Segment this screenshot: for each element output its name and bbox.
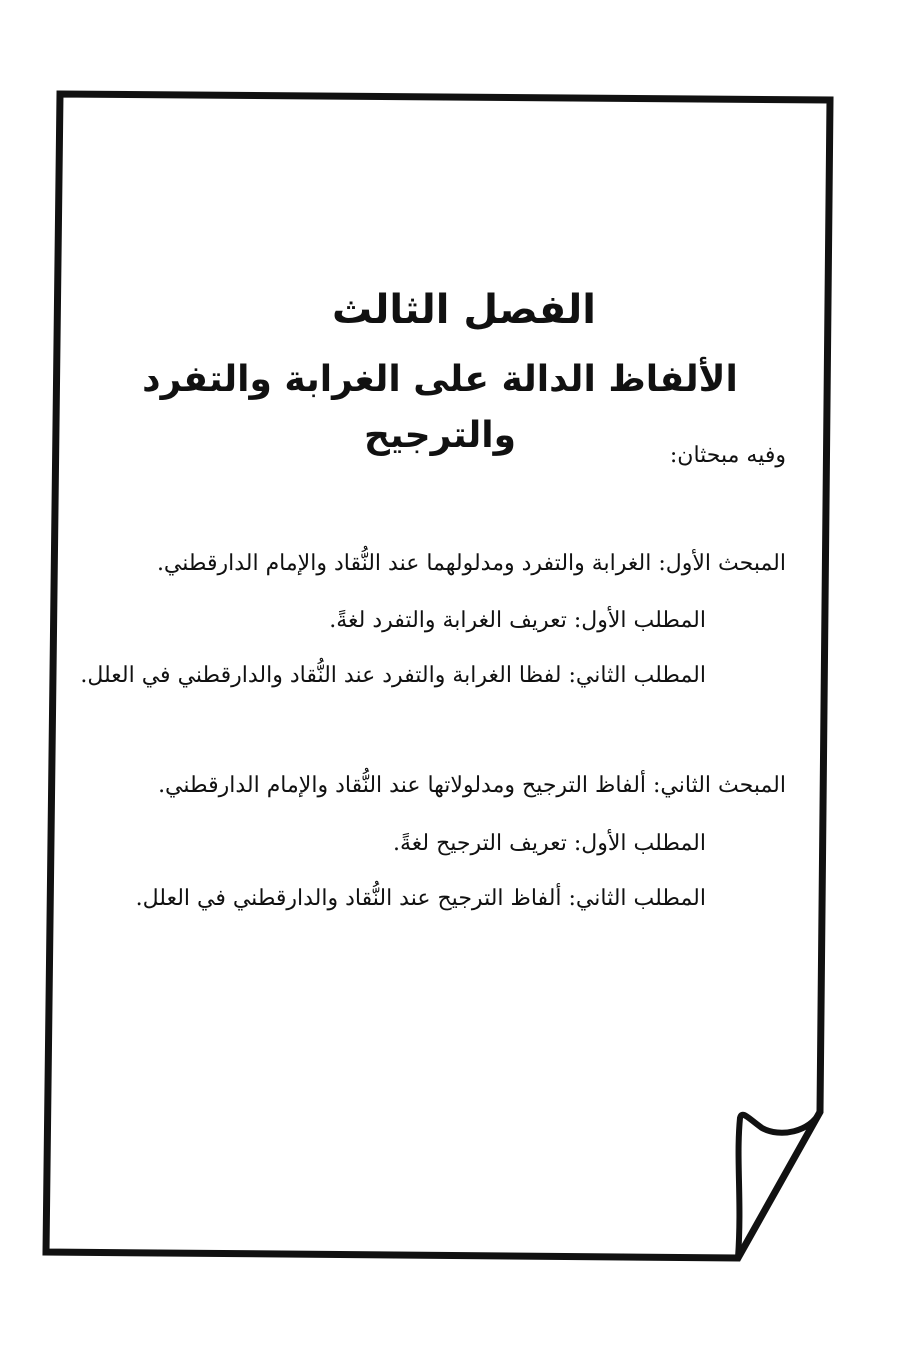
section-heading: المبحث الثاني: ألفاظ الترجيح ومدلولاتها عند النُّقاد والإمام الدارقطني. [158, 773, 786, 798]
section-heading: المبحث الأول: الغرابة والتفرد ومدلولهما عند النُّقاد والإمام الدارقطني. [156, 551, 786, 576]
subsection-item: المطلب الأول: تعريف الترجيح لغةً. [392, 831, 706, 856]
chapter-title: الفصل الثالث [331, 287, 596, 333]
subsection-item: المطلب الأول: تعريف الغرابة والتفرد لغةً. [329, 608, 706, 633]
intro-text: وفيه مبحثان: [669, 443, 786, 468]
subsection-item: المطلب الثاني: ألفاظ الترجيح عند النُّقاد والدارقطني في العلل. [135, 886, 706, 911]
chapter-subtitle: الألفاظ الدالة على الغرابة والتفرد والترجيح [142, 359, 738, 456]
subsection-item: المطلب الثاني: لفظا الغرابة والتفرد عند النُّقاد والدارقطني في العلل. [80, 663, 706, 688]
